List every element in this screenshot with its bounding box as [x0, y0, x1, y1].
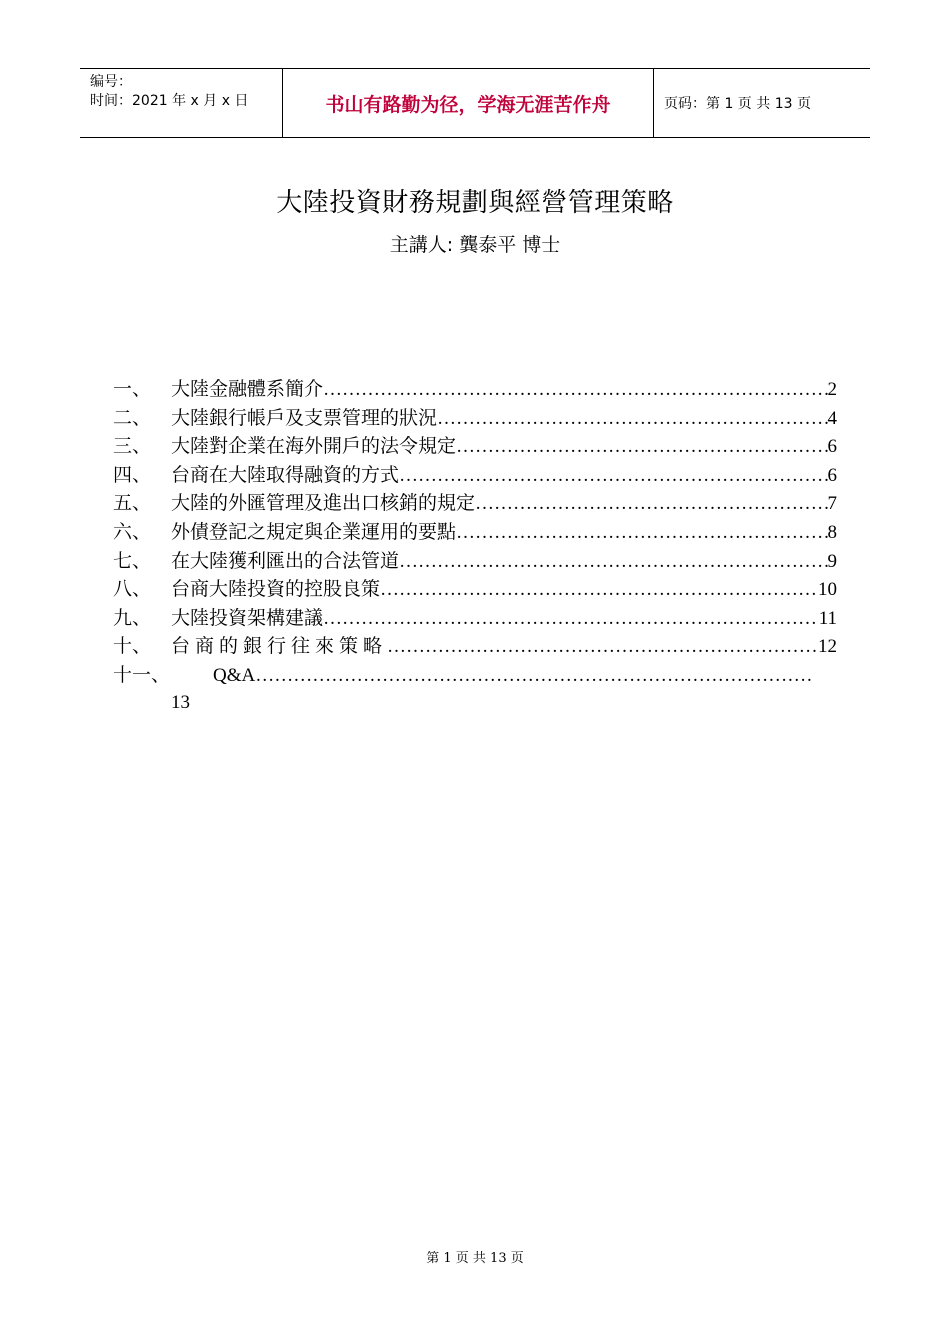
number-label: 编号： [90, 74, 132, 90]
toc-title: 台商在大陸取得融資的方式 [171, 463, 400, 486]
toc-item[interactable] [113, 660, 837, 688]
table-of-contents [113, 374, 837, 713]
toc-title: 大陸金融體系簡介 [171, 378, 324, 400]
toc-leader [456, 522, 827, 544]
toc-page-number: 12 [818, 636, 837, 658]
page-info: 页码：第 1 页 共 13 页 [664, 96, 811, 112]
toc-number: 八、 [113, 578, 152, 601]
header-meta [80, 69, 282, 137]
toc-title: 大陸的外匯管理及進出口核銷的規定 [171, 492, 476, 515]
toc-item[interactable] [113, 631, 837, 660]
toc-leader [437, 408, 827, 430]
toc-leader [323, 379, 827, 401]
toc-page-number: 13 [171, 692, 190, 713]
toc-item[interactable] [113, 574, 837, 603]
toc-leader [323, 608, 819, 630]
toc-item[interactable] [113, 431, 837, 460]
toc-number: 五、 [113, 492, 152, 515]
toc-page-number: 10 [818, 579, 837, 601]
document-title: 大陸投資財務規劃與經營管理策略 [276, 188, 674, 218]
toc-number: 七、 [113, 549, 152, 572]
toc-page-number: 6 [827, 436, 837, 458]
time-label: 时间：2021 年 x 月 x 日 [90, 93, 249, 109]
toc-item[interactable] [113, 488, 837, 517]
speaker-line: 主講人: 龔泰平 博士 [389, 234, 561, 256]
toc-number: 十、 [113, 635, 152, 658]
toc-title: 大陸對企業在海外開戶的法令規定 [171, 435, 457, 458]
toc-item[interactable] [113, 374, 837, 403]
toc-leader [456, 436, 827, 458]
toc-item[interactable] [113, 403, 837, 432]
toc-item[interactable] [113, 546, 837, 575]
toc-item[interactable] [113, 603, 837, 632]
toc-leader [255, 665, 811, 687]
page-header [80, 68, 870, 138]
toc-number: 二、 [113, 406, 152, 429]
motto: 书山有路勤为径，学海无涯苦作舟 [282, 69, 654, 137]
toc-page-number: 8 [827, 521, 837, 543]
toc-leader [399, 465, 827, 487]
toc-number: 十一、 [113, 663, 171, 686]
toc-title: 台商大陸投資的控股良策 [171, 578, 381, 601]
toc-title: 大陸投資架構建議 [171, 606, 324, 629]
toc-leader [387, 636, 818, 658]
toc-title: 在大陸獲利匯出的合法管道 [171, 549, 400, 572]
toc-title: 大陸銀行帳戶及支票管理的狀況 [171, 406, 438, 429]
toc-number: 四、 [113, 463, 152, 486]
toc-number: 九、 [113, 606, 152, 629]
toc-title: 台商的銀行往來策略 [171, 635, 388, 658]
toc-page-number: 2 [827, 379, 837, 400]
toc-page-number: 9 [827, 550, 837, 572]
toc-number: 一、 [113, 378, 152, 400]
toc-page-number: 11 [818, 607, 837, 629]
toc-page-number: 6 [827, 464, 837, 486]
toc-page-number: 4 [827, 407, 837, 429]
toc-title: 外債登記之規定與企業運用的要點 [171, 520, 457, 543]
toc-leader [399, 551, 827, 573]
toc-page-number: 7 [827, 493, 837, 515]
toc-leader [380, 579, 818, 601]
toc-item[interactable] [113, 460, 837, 489]
toc-item[interactable] [113, 517, 837, 546]
toc-number: 三、 [113, 435, 152, 458]
toc-title: Q&A [213, 664, 256, 686]
toc-number: 六、 [113, 520, 152, 543]
toc-leader [475, 493, 827, 515]
page-footer: 第 1 页 共 13 页 [426, 1251, 524, 1266]
